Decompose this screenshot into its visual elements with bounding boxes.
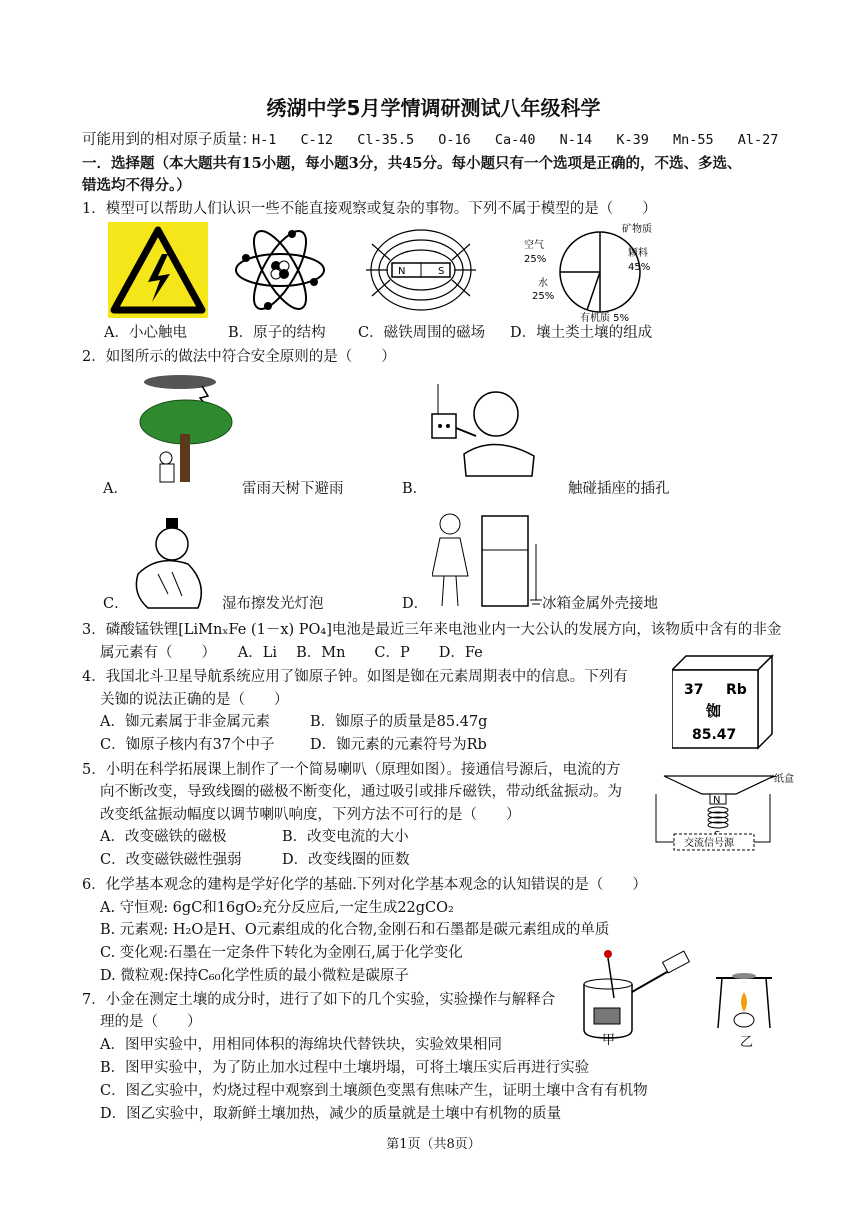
girl-leg-2 [456, 576, 458, 606]
q7-option-a: A．图甲实验中，用相同体积的海绵块代替铁块，实验效果相同 [100, 1037, 502, 1053]
tree-trunk [180, 434, 190, 482]
beaker-rim [584, 979, 632, 989]
element-mass: 85.47 [692, 727, 737, 743]
girl-dress [432, 538, 468, 576]
child-socket-figure [424, 384, 544, 480]
q2-c-letter: C． [103, 596, 129, 612]
ac-source-label: 交流信号源 [684, 838, 734, 849]
q6-option-a: A. 守恒观: 6gC和16gO₂充分反应后,一定生成22gCO₂ [100, 900, 454, 916]
storm-cloud [144, 375, 216, 389]
q4-line2: 关铷的说法正确的是（ ） [100, 692, 289, 708]
warning-sign-figure [108, 222, 208, 318]
cube-top [672, 656, 772, 670]
q1-stem: 1．模型可以帮助人们认识一些不能直接观察或复杂的事物。下列不属于模型的是（ ） [82, 201, 657, 217]
mass-h: H-1 [252, 132, 277, 148]
rubidium-element-cube [672, 654, 776, 750]
bulb-socket [166, 518, 178, 528]
girl-head [440, 514, 460, 534]
wipe-bulb-figure [128, 514, 224, 610]
circuit-wire-left [656, 794, 674, 842]
q7-option-c: C．图乙实验中，灼烧过程中观察到土壤颜色变黑有焦味产生，证明土壤中含有有机物 [100, 1083, 648, 1099]
tripod-leg-2 [766, 978, 770, 1028]
dropper-bulb [604, 950, 612, 958]
pie-water-pct: 25% [532, 291, 555, 302]
atomic-mass-prefix: 可能用到的相对原子质量： [82, 132, 256, 148]
q2-b-text: 触碰插座的插孔 [568, 481, 670, 497]
q4-line1: 4．我国北斗卫星导航系统应用了铷原子钟。如图是铷在元素周期表中的信息。下列有 [82, 669, 628, 685]
q5-option-b: B．改变电流的大小 [282, 829, 409, 845]
hand-with-cloth [136, 561, 201, 608]
pie-air-pct: 25% [524, 254, 547, 265]
figure-jia-label: 甲 [602, 1033, 616, 1046]
q6-option-b: B. 元素观: H₂O是H、O元素组成的化合物,金刚石和石墨都是碳元素组成的单质 [100, 922, 610, 938]
soil-pie-figure [510, 222, 670, 322]
q3-line1: 3．磷酸锰铁锂[LiMnₓFe (1－x) PO₄]电池是最近三年来电池业内一大公认的发展方向，该物质中含有的非金 [82, 622, 782, 638]
figure-yi-label: 乙 [740, 1035, 754, 1050]
speaker-n-label: N [713, 795, 721, 806]
element-name: 铷 [706, 702, 722, 720]
cube-side [758, 656, 772, 748]
magnet-field-figure [366, 224, 476, 316]
q5-option-a: A．改变磁铁的磁极 [100, 829, 227, 845]
child-body [464, 444, 534, 476]
girl-leg-1 [442, 576, 444, 606]
pie-mineral-label: 矿物质 [622, 224, 652, 235]
q4-option-a: A．铷元素属于非金属元素 [100, 714, 270, 730]
figure-yi-heating [714, 970, 774, 1050]
section-header-2: 错选均不得分。） [82, 177, 191, 194]
q1-option-d: D．壤土类土壤的组成 [510, 325, 653, 341]
atom-structure-figure [232, 222, 328, 318]
child-head [474, 392, 518, 436]
pie-mineral-label2: 颗料 [628, 248, 648, 259]
mass-al: Al-27 [737, 132, 779, 148]
wall-socket [432, 414, 456, 438]
soil-sample [732, 973, 756, 979]
mass-k: K-39 [616, 132, 649, 148]
pie-organic-label: 有机质 5% [580, 313, 630, 322]
q4-option-b: B．铷原子的质量是85.47g [310, 714, 488, 730]
mass-c: C-12 [300, 132, 334, 148]
atom-orbits [236, 224, 324, 316]
q5-line3: 改变纸盆振动幅度以调节喇叭响度，下列方法不可行的是（ ） [100, 807, 521, 823]
q4-option-c: C．铷原子核内有37个中子 [100, 737, 275, 753]
q5-option-d: D．改变线圈的匝数 [282, 852, 410, 868]
element-symbol: Rb [726, 682, 747, 698]
mass-o: O-16 [438, 132, 471, 148]
q1-option-b: B．原子的结构 [228, 325, 326, 341]
q2-a-letter: A． [103, 481, 128, 497]
speaker-circuit-figure [654, 772, 800, 864]
q1-option-c: C．磁铁周围的磁场 [358, 325, 486, 341]
mass-mn: Mn-55 [672, 132, 714, 148]
mass-cl: Cl-35.5 [357, 132, 415, 148]
person-head [160, 452, 172, 464]
paper-cone [664, 776, 774, 794]
circuit-wire-right [754, 794, 770, 842]
pie-mineral-pct: 45% [628, 262, 651, 273]
mass-n: N-14 [559, 132, 593, 148]
q7-option-d: D．图乙实验中，取新鲜土壤加热，减少的质量就是土壤中有机物的质量 [100, 1106, 562, 1122]
q2-b-letter: B． [402, 481, 428, 497]
q2-d-letter: D． [402, 596, 429, 612]
q1-option-a: A．小心触电 [104, 325, 187, 341]
q7-line2: 理的是（ ） [100, 1014, 202, 1030]
q5-option-c: C．改变磁铁磁性强弱 [100, 852, 242, 868]
coil [708, 807, 728, 828]
q2-a-text: 雷雨天树下避雨 [242, 481, 344, 497]
fridge [482, 516, 528, 606]
pie-air-label: 空气 [524, 240, 544, 251]
dropper [608, 958, 614, 998]
page-title: 绣湖中学5月学情调研测试八年级科学 [266, 96, 601, 120]
q2-d-text: 冰箱金属外壳接地 [542, 596, 658, 612]
mass-ca: Ca-40 [494, 132, 536, 148]
figure-jia-beaker [576, 948, 696, 1046]
socket-hole-2 [446, 424, 450, 428]
fridge-grounding-figure [432, 510, 552, 610]
q3-line2: 属元素有（ ） A．Li B．Mn C．P D．Fe [100, 645, 483, 661]
person-body [160, 464, 174, 482]
q6-stem: 6．化学基本观念的建构是学好化学的基础.下列对化学基本观念的认知错误的是（ ） [82, 877, 647, 893]
page-footer: 第1页（共8页） [386, 1137, 481, 1152]
q5-line2: 向不断改变，导致线圈的磁极不断变化，通过吸引或排斥磁铁，带动纸盆振动。为 [100, 784, 622, 800]
tree-storm-figure [132, 374, 252, 486]
atomic-mass-values [252, 130, 778, 150]
q5-line1: 5．小明在科学拓展课上制作了一个简易喇叭（原理如图）。接通信号源后，电流的方 [82, 762, 621, 778]
element-number: 37 [684, 682, 704, 698]
light-bulb-icon [156, 528, 188, 560]
flame-icon [741, 992, 747, 1012]
q7-option-b: B．图甲实验中，为了防止加水过程中土壤坍塌，可将土壤压实后再进行实验 [100, 1060, 590, 1076]
q6-option-c: C. 变化观:石墨在一定条件下转化为金刚石,属于化学变化 [100, 945, 463, 961]
socket-hole-1 [438, 424, 442, 428]
section-header-1: 一．选择题（本大题共有15小题，每小题3分，共45分。每小题只有一个选项是正确的，不选、多选、 [82, 155, 742, 172]
paper-cone-label: 纸盒 [774, 774, 794, 785]
q2-c-text: 湿布擦发光灯泡 [222, 596, 324, 612]
q4-option-d: D．铷元素的元素符号为Rb [310, 737, 487, 753]
tripod-leg-1 [718, 978, 722, 1028]
pie-water-label: 水 [538, 278, 548, 289]
q2-stem: 2．如图所示的做法中符合安全原则的是（ ） [82, 349, 396, 365]
test-tube [663, 951, 690, 973]
atom-nucleus [271, 261, 289, 279]
iron-block [594, 1008, 620, 1024]
magnet-s-label: S [438, 266, 445, 277]
alcohol-lamp [734, 1013, 754, 1027]
q6-option-d: D. 微粒观:保持C₆₀化学性质的最小微粒是碳原子 [100, 968, 409, 984]
child-arm [456, 428, 476, 436]
q7-line1: 7．小金在测定土壤的成分时，进行了如下的几个实验，实验操作与解释合 [82, 992, 556, 1008]
magnet-n-label: N [398, 266, 406, 277]
